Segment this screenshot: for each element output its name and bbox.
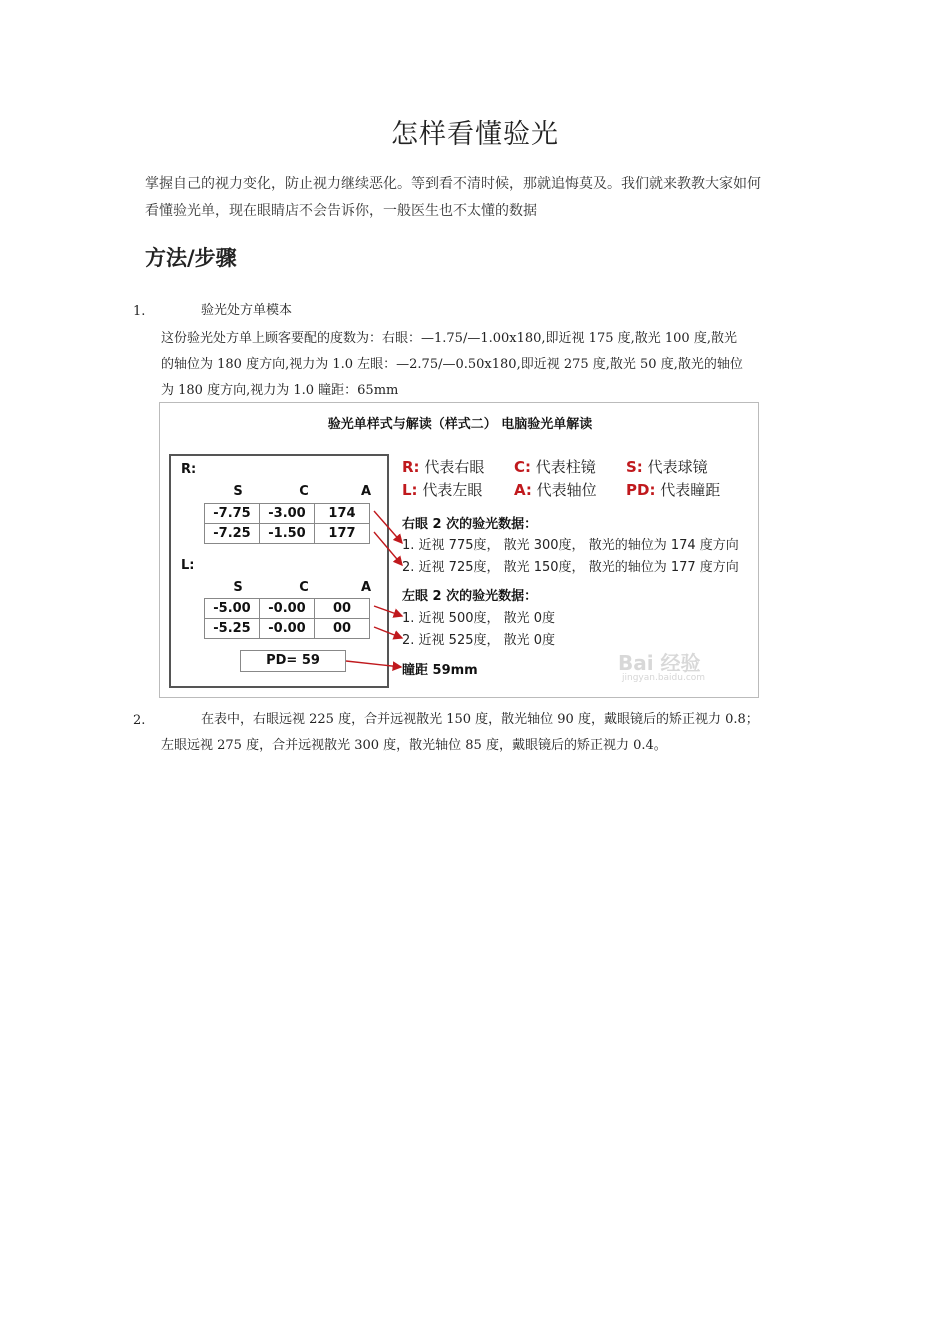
connector-arrows: [160, 403, 760, 699]
table-cell: -1.50: [260, 524, 315, 544]
baidu-watermark: Bai 经验: [618, 651, 701, 675]
col-a-header: A: [360, 580, 372, 595]
table-cell: 174: [315, 504, 370, 524]
col-s-header: S: [233, 580, 243, 595]
table-cell: 00: [315, 599, 370, 619]
right-eye-label: R:: [181, 462, 197, 477]
step-number-2: 2.: [133, 713, 146, 728]
section-heading: 方法/步骤: [145, 246, 237, 270]
right-eye-item-2: 2. 近视 725度， 散光 150度， 散光的轴位为 177 度方向: [402, 560, 739, 575]
step-2-line-1: 在表中，右眼远视 225 度，合并远视散光 150 度，散光轴位 90 度，戴眼镜后的矫正视力 0.8；: [201, 712, 759, 727]
legend-item: S: 代表球镜: [626, 458, 708, 476]
left-eye-item-1: 1. 近视 500度， 散光 0度: [402, 611, 556, 626]
step-1-line-3: 为 180 度方向,视力为 1.0 瞳距：65mm: [161, 383, 399, 398]
left-eye-item-2: 2. 近视 525度， 散光 0度: [402, 633, 556, 648]
step-2-line-2: 左眼远视 275 度，合并远视散光 300 度，散光轴位 85 度，戴眼镜后的矫正视力 0.4。: [161, 738, 667, 753]
arrow-right-1: [374, 511, 402, 543]
table-cell: 00: [315, 619, 370, 639]
step-1-line-2: 的轴位为 180 度方向,视力为 1.0 左眼：—2.75/—0.50x180,即近视 275 度,散光 50 度,散光的轴位: [161, 357, 743, 372]
col-c-header: C: [299, 484, 309, 499]
table-cell: -5.00: [205, 599, 260, 619]
col-a-header: A: [360, 484, 372, 499]
baidu-watermark-url: jingyan.baidu.com: [622, 673, 706, 683]
intro-line-2: 看懂验光单，现在眼睛店不会告诉你，一般医生也不太懂的数据: [145, 203, 537, 219]
intro-line-1: 掌握自己的视力变化，防止视力继续恶化。等到看不清时候，那就追悔莫及。我们就来教教大家如何: [145, 176, 761, 192]
page-title: 怎样看懂验光: [391, 119, 559, 150]
pd-label: 瞳距 59mm: [402, 663, 478, 678]
pd-box: PD= 59: [240, 650, 346, 672]
table-cell: -3.00: [260, 504, 315, 524]
right-eye-item-1: 1. 近视 775度， 散光 300度， 散光的轴位为 174 度方向: [402, 538, 739, 553]
legend-item: L: 代表左眼: [402, 481, 483, 499]
figure-title: 验光单样式与解读（样式二） 电脑验光单解读: [327, 417, 593, 432]
legend-item: C: 代表柱镜: [514, 458, 596, 476]
table-cell: -7.75: [205, 504, 260, 524]
arrow-left-1: [374, 606, 402, 616]
arrow-pd: [346, 661, 401, 667]
prescription-figure: [159, 402, 759, 698]
arrow-right-2: [374, 532, 402, 565]
step-number-1: 1.: [133, 304, 146, 319]
table-cell: -7.25: [205, 524, 260, 544]
right-eye-heading: 右眼 2 次的验光数据：: [402, 517, 538, 532]
legend-item: A: 代表轴位: [514, 481, 597, 499]
table-cell: 177: [315, 524, 370, 544]
table-cell: -0.00: [260, 619, 315, 639]
left-eye-heading: 左眼 2 次的验光数据：: [402, 589, 538, 604]
left-eye-label: L:: [181, 558, 195, 573]
col-s-header: S: [233, 484, 243, 499]
col-c-header: C: [299, 580, 309, 595]
legend-item: PD: 代表瞳距: [626, 481, 721, 499]
arrow-left-2: [374, 627, 402, 638]
legend-item: R: 代表右眼: [402, 458, 485, 476]
step-1-heading: 验光处方单模本: [201, 303, 293, 318]
table-cell: -5.25: [205, 619, 260, 639]
step-1-line-1: 这份验光处方单上顾客要配的度数为：右眼：—1.75/—1.00x180,即近视 175 度,散光 100 度,散光: [161, 331, 737, 346]
table-cell: -0.00: [260, 599, 315, 619]
